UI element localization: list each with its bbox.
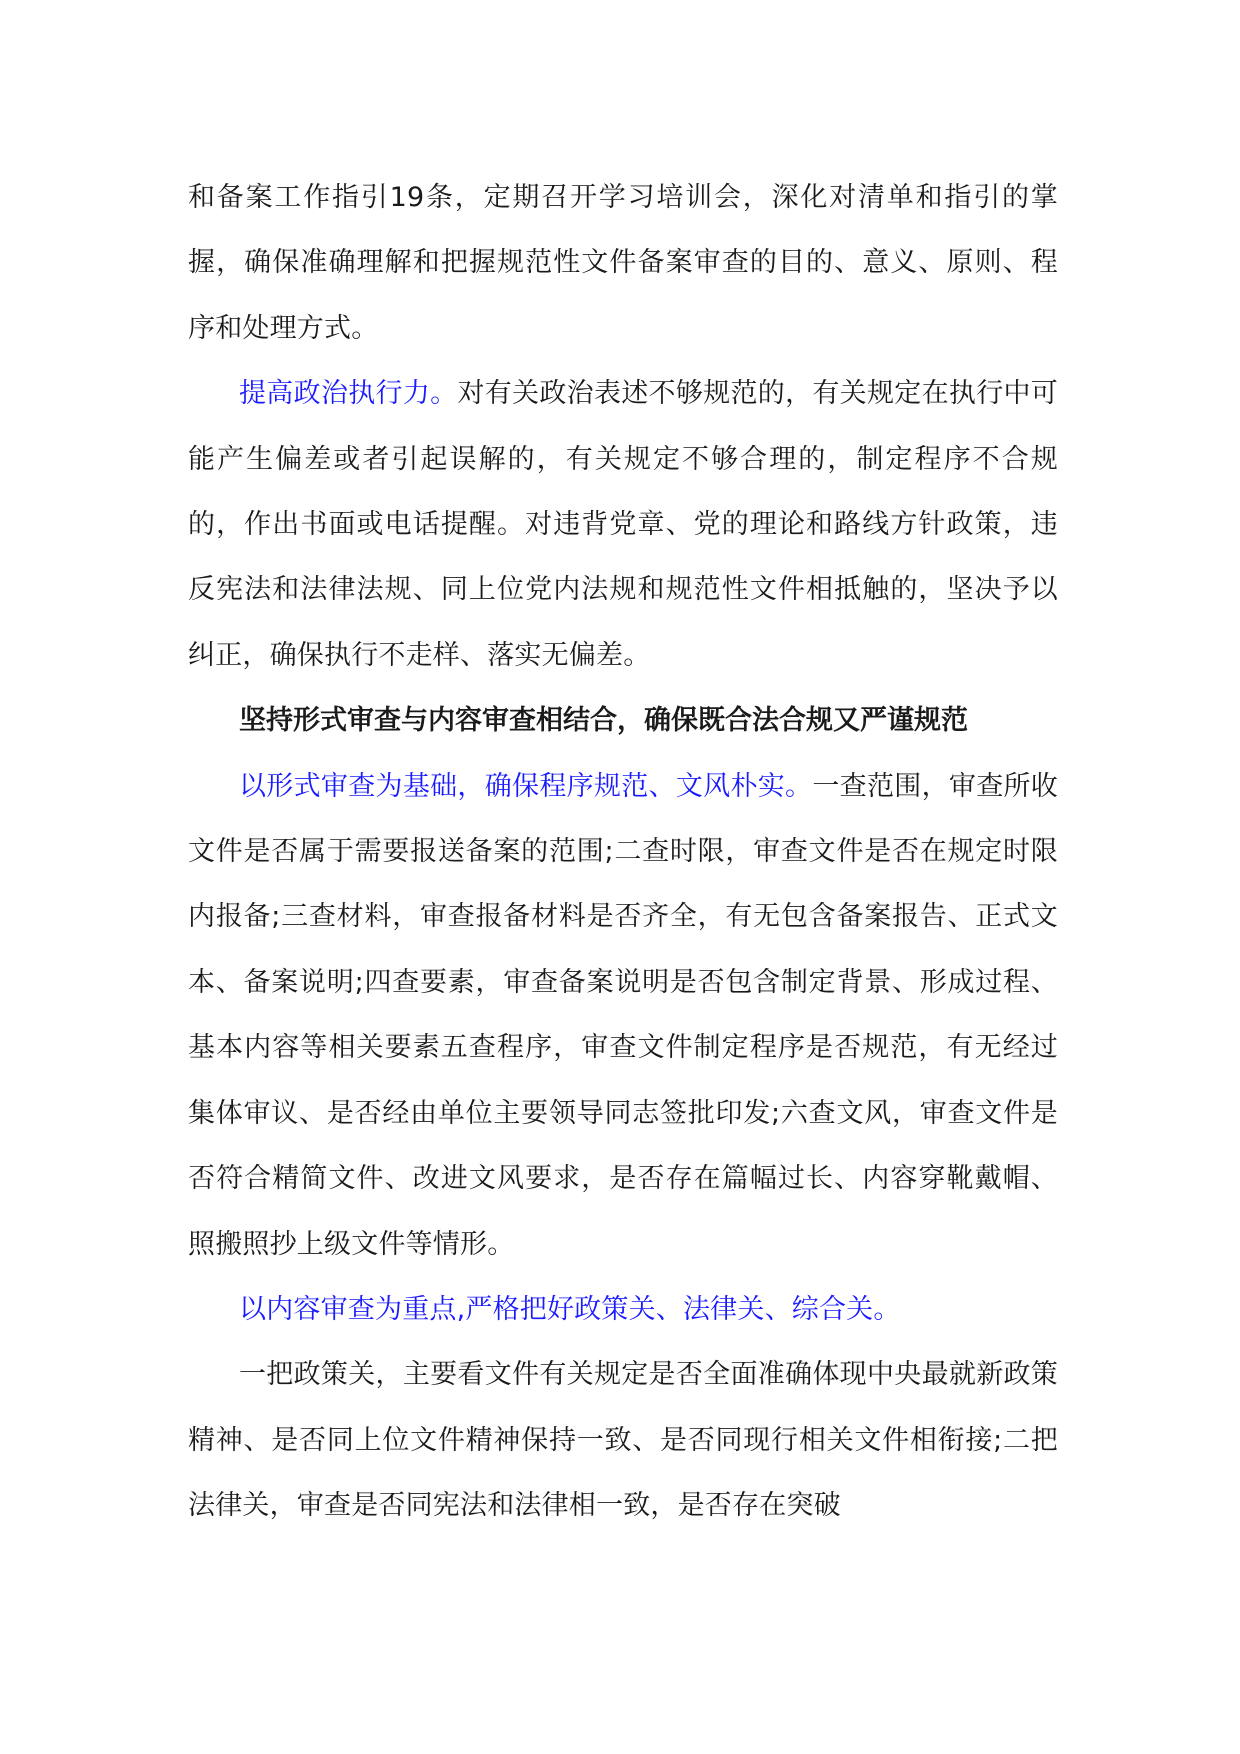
paragraph-2-text: 对有关政治表述不够规范的，有关规定在执行中可能产生偏差或者引起误解的，有关规定不够合理的，制定程序不合规的，作出书面或电话提醒。对违背党章、党的理论和路线方针政策，违反宪法和法律法规、同上位党内法规和规范性文件相抵触的，坚决予以纠正，确保执行不走样、落实无偏差。 xyxy=(188,378,1058,671)
paragraph-3-text: 一查范围，审查所收文件是否属于需要报送备案的范围;二查时限，审查文件是否在规定时限内报备;三查材料，审查报备材料是否齐全，有无包含备案报告、正式文本、备案说明;四查要素，审查备案说明是否包含制定背景、形成过程、基本内容等相关要素五查程序，审查文件制定程序是否规范，有无经过集体审议、是否经由单位主要领导同志签批印发;六查文风，审查文件是否符合精简文件、改进文风要求，是否存在篇幅过长、内容穿靴戴帽、照搬照抄上级文件等情形。 xyxy=(188,770,1058,1260)
paragraph-1 xyxy=(188,165,1058,361)
paragraph-4-lead: 以内容审查为重点,严格把好政策关、法律关、综合关。 xyxy=(239,1293,901,1325)
paragraph-3 xyxy=(188,754,1058,1277)
paragraph-2-lead: 提高政治执行力。 xyxy=(239,378,458,410)
paragraph-5-text: 一把政策关，主要看文件有关规定是否全面准确体现中央最就新政策精神、是否同上位文件精神保持一致、是否同现行相关文件相衔接;二把法律关，审查是否同宪法和法律相一致，是否存在突破 xyxy=(188,1359,1058,1522)
paragraph-2 xyxy=(188,361,1058,688)
paragraph-3-lead: 以形式审查为基础，确保程序规范、文风朴实。 xyxy=(239,770,813,802)
document-body xyxy=(188,165,1058,1539)
paragraph-1-text: 和备案工作指引19条，定期召开学习培训会，深化对清单和指引的掌握，确保准确理解和把握规范性文件备案审查的目的、意义、原则、程序和处理方式。 xyxy=(188,182,1058,344)
paragraph-5 xyxy=(188,1342,1058,1538)
section-heading: 坚持形式审查与内容审查相结合，确保既合法合规又严谨规范 xyxy=(239,705,968,737)
paragraph-4 xyxy=(188,1277,1058,1342)
